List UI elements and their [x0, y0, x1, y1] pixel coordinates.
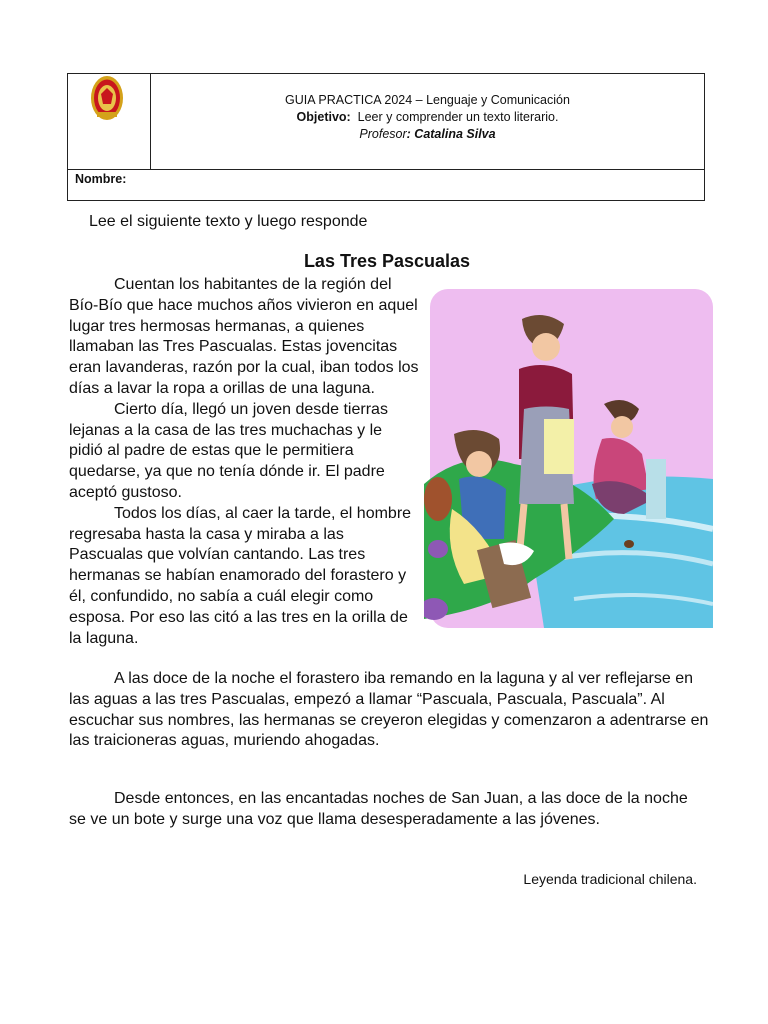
paragraph-1: Cuentan los habitantes de la región del Bío-Bío que hace muchos años vivieron en aquel lugar tres hermosas hermanas, a quienes llamaban las Tres Pascualas. Estas jovencitas eran lavanderas, razón por la cual, iban todos los días a lavar la ropa a orillas de una laguna.	[69, 276, 419, 397]
objective-label: Objetivo:	[296, 110, 351, 124]
teacher-line	[151, 126, 704, 143]
story-column	[69, 275, 419, 649]
teacher-name: : Catalina Silva	[406, 127, 496, 141]
instruction-text: Lee el siguiente texto y luego responde	[89, 213, 368, 230]
paragraph-2: Cierto día, llegó un joven desde tierras lejanas a la casa de las tres muchachas y le pidió al padre de estas que le permitiera quedarse, ya que no tenía dónde ir. El padre aceptó gustoso.	[69, 400, 388, 501]
teacher-label: Profesor	[359, 127, 407, 141]
story-closing-block	[69, 789, 709, 831]
paragraph-5: Desde entonces, en las encantadas noches de San Juan, a las doce de la noche se ve un bote y surge una voz que llama desesperadamente a las jóvenes.	[69, 790, 688, 828]
objective-line	[151, 109, 704, 126]
header-table	[67, 73, 705, 201]
name-label: Nombre:	[75, 172, 127, 186]
story-paragraph-block	[69, 669, 709, 752]
story-title: Las Tres Pascualas	[303, 251, 471, 271]
three-washerwomen-illustration	[424, 289, 713, 628]
paragraph-3: Todos los días, al caer la tarde, el hombre regresaba hasta la casa y miraba a las Pascualas que volvían cantando. Las tres hermanas se habían enamorado del forastero y él, confundido, no sabía a cuál elegir como esposa. Por eso las citó a las tres en la orilla de la laguna.	[69, 504, 412, 647]
source-citation: Leyenda tradicional chilena.	[523, 871, 697, 887]
school-crest-logo	[89, 74, 125, 122]
logo-cell	[68, 74, 151, 170]
paragraph-4: A las doce de la noche el forastero iba remando en la laguna y al ver reflejarse en las aguas a las tres Pascualas, empezó a llamar “Pascuala, Pascuala, Pascuala”. Al escuchar sus nombres, las hermanas se creyeron elegidas y comenzaron a adentrarse en las traicioneras aguas, muriendo ahogadas.	[69, 670, 709, 750]
guide-title: GUIA PRACTICA 2024 – Lenguaje y Comunicación	[285, 93, 570, 107]
objective-text: Leer y comprender un texto literario.	[357, 110, 559, 124]
guide-heading	[151, 74, 704, 170]
name-field[interactable]	[68, 169, 704, 200]
